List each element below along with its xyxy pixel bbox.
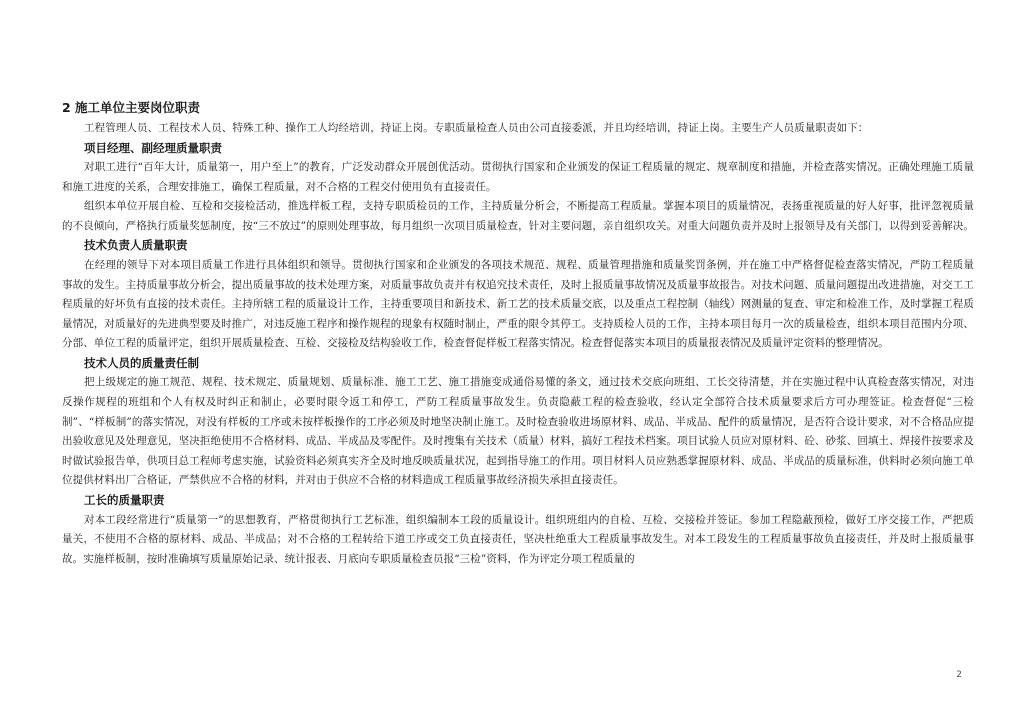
heading-foreman: 工长的质量职责 (84, 493, 165, 507)
heading-technical-staff: 技术人员的质量责任制 (84, 355, 199, 370)
heading-technical-lead: 技术负责人质量职责 (84, 238, 188, 253)
paragraph-technical-staff-1: 把上级规定的施工规范、规程、技术规定、质量规划、质量标准、施工工艺、施工措施变成通俗易懂的条文，通过技术交底向班组、工长交待清楚，并在实施过程中认真检查落实情况，对违反操作规程的班组和个人有权及时纠正和制止，必要时限令返工和停工，严防工程质量事故发生。负责隐蔽工程的检查验收，经认定全部符合技术质量要求后方可办理签证。检查督促“三检制”、“样板制”的落实情况，对没有样板的工序或未按样板操作的工序必须及时地坚决制止施工。及时检查验收进场原材料、成品、半成品、配件的质量情况，是否符合设计要求，对不合格品应提出验收意见及处理意见，坚决拒绝使用不合格材料、成品、半成品及零配件。及时搜集有关技术（质量）材料，搞好工程技术档案。项目试验人员应对原材料、砼、砂浆、回填土、焊接件按要求及时做试验报告单，供项目总工程师考虑实施，试验资料必须真实齐全及时地反映质量状况，起到指导施工的作用。项目材料人员应熟悉掌握原材料、成品、半成品的质量标准，供料时必须向施工单位提供材料出厂合格证，严禁供应不合格的材料，并对由于供应不合格的材料造成工程质量事故经济损失承担直接责任。 (62, 376, 974, 487)
page-number: 2 (956, 670, 962, 680)
heading-project-manager: 项目经理、副经理质量职责 (84, 140, 222, 155)
document-page (62, 98, 974, 569)
paragraph-foreman-1: 对本工段经常进行“质量第一”的思想教育，严格贯彻执行工艺标准，组织编制本工段的质量设计。组织班组内的自检、互检、交接检并签证。参加工程隐蔽预检，做好工序交接工作，严把质量关，不使用不合格的原材料、成品、半成品；对不合格的工程转给下道工序或交工负直接责任，坚决杜绝重大工程质量事故发生。对本工段发生的工程质量事故负直接责任，并及时上报质量事故。实施样板制，按时准确填写质量原始记录、统计报表、月底向专职质量检查员报“三检”资料，作为评定分项工程质量的 (62, 513, 974, 565)
paragraph-project-manager-1: 对职工进行“百年大计，质量第一，用户至上”的教育，广泛发动群众开展创优活动。贯彻执行国家和企业颁发的保证工程质量的规定、规章制度和措施，并检查落实情况。正确处理施工质量和施工进度的关系，合理安排施工，确保工程质量，对不合格的工程交付使用负有直接责任。 (62, 161, 974, 193)
section-title: 2 施工单位主要岗位职责 (62, 100, 201, 115)
intro-paragraph: 工程管理人员、工程技术人员、特殊工种、操作工人均经培训，持证上岗。专职质量检查人员由公司直接委派，并且均经培训，持证上岗。主要生产人员质量职责如下： (84, 122, 869, 134)
paragraph-technical-lead-1: 在经理的领导下对本项目质量工作进行具体组织和领导。贯彻执行国家和企业颁发的各项技术规范、规程、质量管理措施和质量奖罚条例，并在施工中严格督促检查落实情况，严防工程质量事故的发生。主持质量事故分析会，提出质量事故的技术处理方案，对质量事故负责并有权追究技术责任，及时上报质量事故情况及质量事故报告。对技术问题、质量问题提出改进措施，对交工工程质量的好坏负有直接的技术责任。主持所辖工程的质量设计工作，主持重要项目和新技术、新工艺的技术质量交底，以及重点工程控制（轴线）网测量的复查、审定和检准工作，及时掌握工程质量情况，对质量好的先进典型要及时推广，对违反施工程序和操作规程的现象有权随时制止，严重的限令其停工。支持质检人员的工作，主持本项目每月一次的质量检查，组织本项目范围内分项、分部、单位工程的质量评定，组织开展质量检查、互检、交接检及结构验收工作，检查督促样板工程落实情况。检查督促落实本项目的质量报表情况及质量评定资料的整理情况。 (62, 258, 974, 350)
paragraph-project-manager-2: 组织本单位开展自检、互检和交接检活动，推选样板工程，支持专职质检员的工作，主持质量分析会，不断提高工程质量。掌握本项目的质量情况，表扬重视质量的好人好事，批评忽视质量的不良倾向，严格执行质量奖惩制度，按“三不放过”的原则处理事故，每月组织一次项目质量检查，针对主要问题，亲自组织攻关。对重大问题负责并及时上报领导及有关部门，以得到妥善解决。 (62, 200, 974, 232)
